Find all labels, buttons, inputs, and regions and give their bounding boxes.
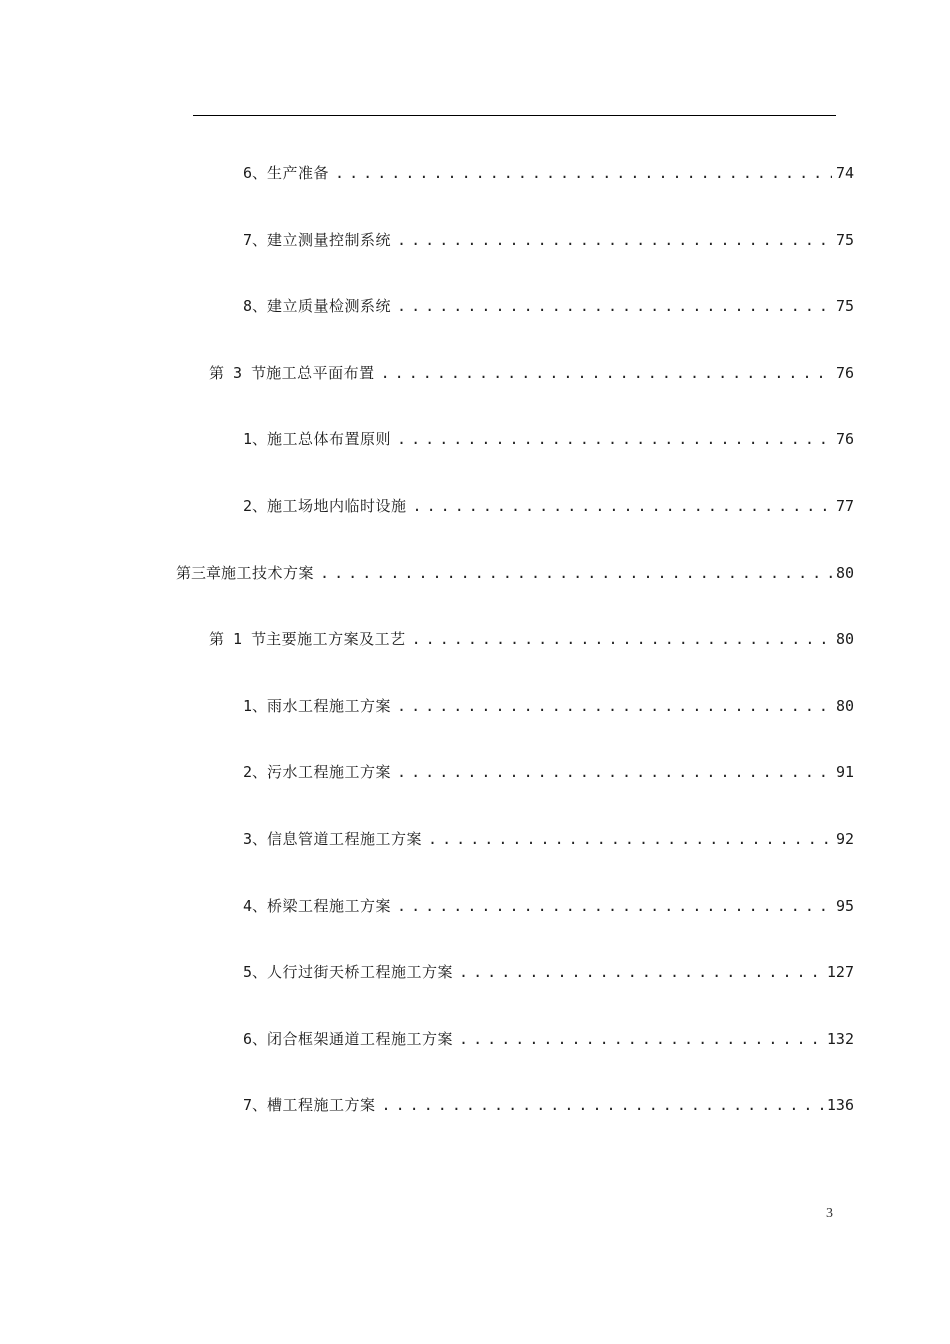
toc-entry[interactable] [243,494,854,518]
toc-entry-title: 雨水工程施工方案 [267,696,392,715]
toc-dot-leader [397,427,832,451]
toc-entry-title: 施工场地内临时设施 [267,497,407,515]
toc-entry[interactable] [243,827,854,851]
toc-entry-page: 80 [835,630,854,649]
toc-entry[interactable] [243,1027,854,1051]
toc-dot-leader [335,161,832,185]
toc-entry-title: 桥梁工程施工方案 [267,896,392,915]
toc-entry-number: 2、 [243,763,268,782]
toc-dot-leader [413,494,832,518]
toc-entry-title: 人行过街天桥工程施工方案 [267,963,454,982]
toc-entry-page: 95 [835,896,854,915]
toc-entry-page: 80 [835,696,854,715]
toc-entry-page: 132 [826,1029,854,1048]
toc-entry-title: 主要施工方案及工艺 [266,630,406,649]
toc-entry-number: 8、 [243,297,268,316]
toc-entry-title: 施工总体布置原则 [267,430,392,449]
toc-entry-page: 80 [835,563,854,582]
toc-entry-page: 77 [835,497,854,515]
toc-entry-page: 75 [835,230,854,249]
toc-dot-leader [397,228,832,252]
toc-entry-page: 76 [835,363,854,382]
toc-entry-number: 6、 [243,1029,268,1048]
toc-dot-leader [428,827,832,851]
toc-entry-number: 第三章 [176,563,222,582]
toc-dot-leader [412,627,832,651]
toc-entry-page: 136 [826,1096,854,1115]
toc-entry-number: 7、 [243,1096,268,1115]
toc-entry-chapter[interactable] [176,561,854,585]
toc-entry-title: 槽工程施工方案 [267,1096,376,1115]
toc-entry[interactable] [243,294,854,318]
toc-entry-number: 3、 [243,830,268,848]
toc-entry-number: 第 1 节 [209,630,267,649]
toc-entry-page: 76 [835,430,854,449]
toc-entry-number: 第 3 节 [209,363,267,382]
toc-entry-number: 1、 [243,696,268,715]
page-number: 3 [826,1206,833,1221]
toc-entry-title: 闭合框架通道工程施工方案 [267,1029,454,1048]
toc-dot-leader [381,361,832,385]
toc-entry-title: 污水工程施工方案 [267,763,392,782]
toc-entry-number: 1、 [243,430,268,449]
toc-entry-number: 5、 [243,963,268,982]
toc-entry-title: 施工技术方案 [221,563,315,582]
toc-dot-leader [459,960,823,984]
toc-entry[interactable] [243,228,854,252]
toc-entry[interactable] [243,161,854,185]
toc-entry-title: 建立质量检测系统 [267,297,392,316]
toc-entry-page: 75 [835,297,854,316]
toc-entry-page: 91 [835,763,854,782]
toc-entry-title: 信息管道工程施工方案 [267,830,423,848]
toc-dot-leader [397,294,832,318]
toc-entry[interactable] [243,427,854,451]
toc-entry-page: 74 [835,164,854,182]
toc-entry-title: 建立测量控制系统 [267,230,392,249]
toc-dot-leader [397,894,832,918]
toc-entry-number: 2、 [243,497,268,515]
toc-entry-title: 生产准备 [267,164,330,182]
toc-entry-title: 施工总平面布置 [266,363,375,382]
toc-entry-page: 127 [826,963,854,982]
toc-entry[interactable] [243,894,854,918]
toc-dot-leader [320,561,832,585]
toc-entry-section[interactable] [209,627,854,651]
toc-entry[interactable] [243,960,854,984]
toc-entry[interactable] [243,760,854,784]
toc-dot-leader [382,1093,823,1117]
toc-entry-number: 6、 [243,164,268,182]
toc-dot-leader [459,1027,823,1051]
toc-dot-leader [397,694,832,718]
toc-entry[interactable] [243,694,854,718]
toc-entry-number: 7、 [243,230,268,249]
toc-entry[interactable] [243,1093,854,1117]
toc-entry-page: 92 [835,830,854,848]
toc-entry-number: 4、 [243,896,268,915]
toc-entry-section[interactable] [209,361,854,385]
toc-dot-leader [397,760,832,784]
